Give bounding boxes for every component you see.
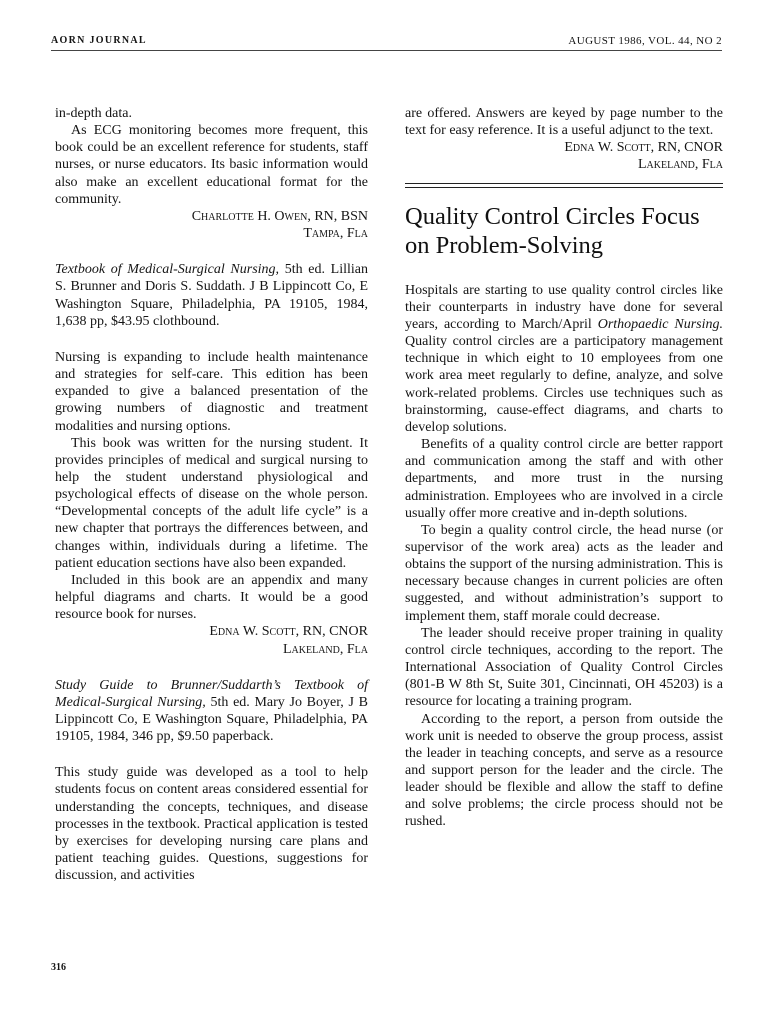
- article-p1-end: Quality control circles are a participatory management technique in which eight to 10 employees from one work area meet regularly to define, analyze, and solve work-related problems. Circles use techniques such as brainstorming, cause-effect diagrams, and charts to develop solutions.: [405, 334, 723, 435]
- spacer: [55, 330, 368, 349]
- review2-author: Edna W. Scott, RN, CNOR: [209, 624, 368, 640]
- review3-book-title: Study Guide to Brunner/Suddarth’s Textbook of Medical-Surgical Nursing,: [55, 677, 368, 710]
- review3-citation-details: 5th ed. Mary Jo Boyer, J B Lippincott Co, E Washington Square, Philadelphia, PA 19105, 1984, 346 pp, $9.50 paperback.: [55, 694, 368, 745]
- review3-paragraph-1: This study guide was developed as a tool to help students focus on content areas considered essential for understanding the concepts, techniques, and disease processes in the textbook. Practical application is tested by exercises for developing nursing care plans and patient teaching guides. Questions, suggestions for discussion, and activities: [55, 765, 368, 884]
- article-title: Quality Control Circles Focus on Problem-Solving: [405, 202, 700, 259]
- review2-paragraph-2: This book was written for the nursing student. It provides principles of medical and surgical nursing to help the student understand physiological and psychological effects of disease on the whole person. “Developmental concepts of the adult life cycle” is a new chapter that portrays the differences between, and changes within, individuals during a lifetime. The patient education sections have also been expanded.: [55, 435, 368, 571]
- article-p1-journal: Orthopaedic Nursing.: [597, 316, 723, 332]
- issue-info: AUGUST 1986, VOL. 44, NO 2: [568, 35, 722, 47]
- article-paragraph-5: According to the report, a person from outside the work unit is needed to observe the group process, assist the leader in teaching concepts, and serve as a resource and support person for the leader and the circle. The leader should be flexible and allow the staff to define and solve problems; the circle process should not be rushed.: [405, 711, 723, 830]
- right-column: [405, 105, 723, 831]
- spacer: [55, 745, 368, 764]
- article-paragraph-2: Benefits of a quality control circle are better rapport and communication among the staff and with other departments, and more trust in the nursing administration. Employees who are involved in a circle usually offer more creative and in-depth solutions.: [405, 437, 723, 521]
- review3-author: Edna W. Scott, RN, CNOR: [564, 140, 723, 156]
- review3-tail-paragraph: are offered. Answers are keyed by page number to the text for easy reference. It is a useful adjunct to the text.: [405, 106, 723, 139]
- article-paragraph-3: To begin a quality control circle, the head nurse (or supervisor of the work area) acts as the leader and obtains the support of the nursing administration. This is necessary because changes in current policies are often suggested, and without administration’s support to implement them, staff morale could decrease.: [405, 522, 723, 624]
- article-paragraph-1: [405, 282, 723, 436]
- article-p1-start: Hospitals are starting to use quality control circles like their counterparts in industry have done for several years, according to March/April: [405, 282, 723, 332]
- left-column: [55, 105, 368, 884]
- review2-paragraph-1: Nursing is expanding to include health maintenance and strategies for self-care. This edition has been expanded to give a balanced presentation of the growing numbers of diagnostic and treatment modalities and nursing options.: [55, 349, 368, 434]
- review3-citation: [55, 677, 368, 746]
- review1-location: Tampa, Fla: [303, 226, 368, 242]
- header-rule: [51, 50, 722, 51]
- review3-location: Lakeland, Fla: [638, 157, 723, 173]
- spacer: [55, 658, 368, 677]
- review1-tail-paragraph: in-depth data.: [55, 106, 132, 121]
- spacer: [405, 260, 723, 282]
- review1-author: Charlotte H. Owen, RN, BSN: [191, 208, 368, 224]
- review2-location: Lakeland, Fla: [283, 641, 368, 657]
- journal-name: AORN JOURNAL: [51, 35, 147, 46]
- review1-paragraph: As ECG monitoring becomes more frequent, this book could be an excellent reference for students, staff nurses, or nurse educators. Its basic information would also make an excellent educational format for the community.: [55, 123, 368, 207]
- section-divider: [405, 183, 723, 188]
- review2-paragraph-3: Included in this book are an appendix and many helpful diagrams and charts. It would be a good resource book for nurses.: [55, 572, 368, 623]
- spacer: [55, 242, 368, 261]
- article-paragraph-4: The leader should receive proper training in quality control circle techniques, according to the report. The International Association of Quality Control Circles (801-B W 8th St, Suite 301, Cincinnati, OH 45203) is a resource for locating a training program.: [405, 625, 723, 710]
- running-header: [51, 35, 722, 51]
- review2-book-title: Textbook of Medical-Surgical Nursing,: [55, 262, 280, 278]
- review2-citation: [55, 261, 368, 330]
- review2-citation-details: 5th ed. Lillian S. Brunner and Doris S. Suddath. J B Lippincott Co, E Washington Square, Philadelphia, PA 19105, 1984, 1,638 pp, $43.95 clothbound.: [55, 262, 368, 329]
- page-number: 316: [51, 962, 66, 973]
